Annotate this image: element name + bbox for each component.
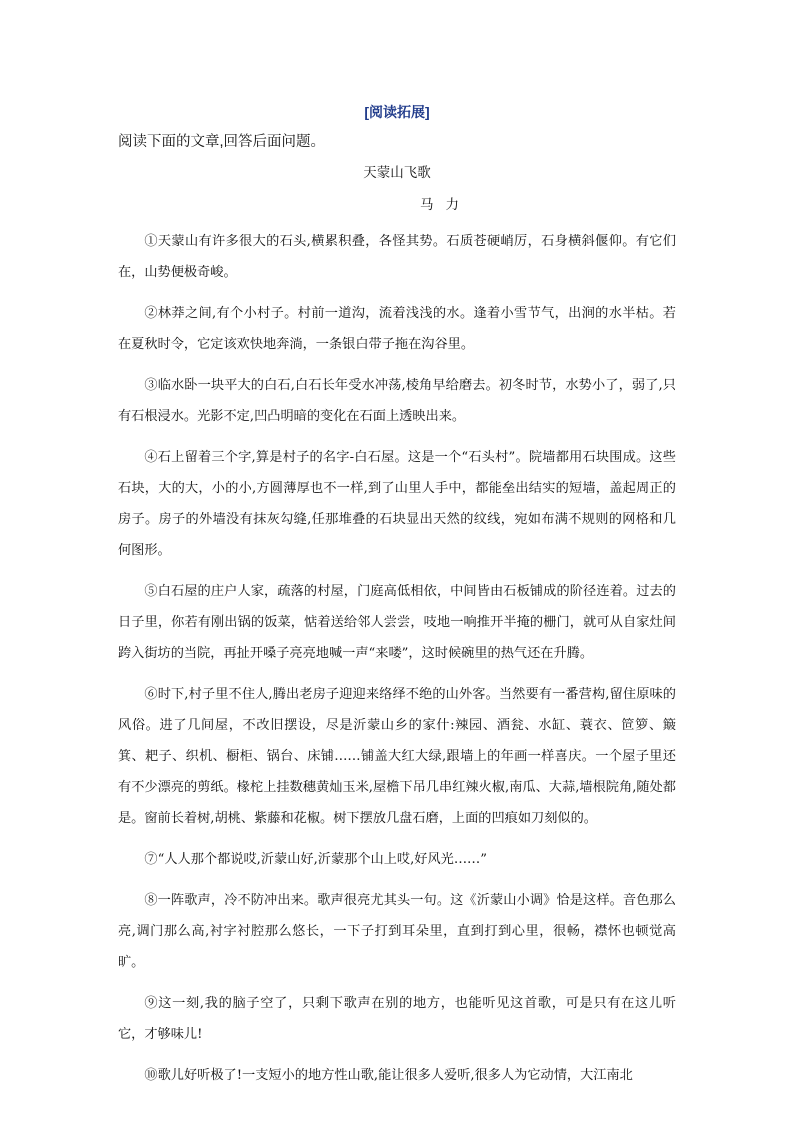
article-body [118,226,676,1101]
section-title: [阅读拓展] [364,104,430,120]
paragraph-8: ⑧一阵歌声，冷不防冲出来。歌声很亮尤其头一句。这《沂蒙山小调》恰是这样。音色那么亮,调门那么高,衬字衬腔那么悠长，一下子打到耳朵里，直到打到心里，很畅，襟怀也顿觉高旷。 [118,893,676,970]
article-title: 天蒙山飞歌 [363,165,431,181]
paragraph-10: ⑩歌儿好听极了!一支短小的地方性山歌,能让很多人爱听,很多人为它动情，大江南北 [144,1068,633,1083]
paragraph-5: ⑤白石屋的庄户人家，疏落的村屋，门庭高低相依，中间皆由石板铺成的阶径连着。过去的日子里，你若有刚出锅的饭菜，惦着送给邻人尝尝，吱地一响推开半掩的栅门，就可从自家灶间跨入街坊的当院，再扯开嗓子亮亮地喊一声“来喽”，这时候碗里的热气还在升腾。 [118,584,676,661]
instruction-text: 阅读下面的文章,回答后面问题。 [118,134,326,150]
paragraph-6: ⑥时下,村子里不住人,腾出老房子迎迎来络绎不绝的山外客。当然要有一番营构,留住原味的风俗。进了几间屋，不改旧摆设，尽是沂蒙山乡的家什:辣园、酒瓮、水缸、蓑衣、笸箩、簸箕、耙子、织机、橱柜、锅台、床铺……铺盖大红大绿,跟墙上的年画一样喜庆。一个屋子里还有不少漂亮的剪纸。椽柁上挂数穗黄灿玉米,屋檐下吊几串红辣火椒,南瓜、大蒜,墙根院角,随处都是。窗前长着树,胡桃、紫藤和花椒。树下摆放几盘石磨，上面的凹痕如刀刻似的。 [118,687,676,826]
paragraph-7: ⑦“人人那个都说哎,沂蒙山好,沂蒙那个山上哎,好风光……” [144,852,487,867]
article-author: 马力 [420,197,471,213]
paragraph-2: ②林莽之间,有个小村子。村前一道沟，流着浅浅的水。逢着小雪节气，出涧的水半枯。若在夏秋时令，它定该欢快地奔淌，一条银白带子拖在沟谷里。 [118,306,676,352]
paragraph-1: ①天蒙山有许多很大的石头,横累积叠，各怪其势。石质苍硬峭厉，石身横斜偃仰。有它们在，山势便极奇峻。 [118,234,676,280]
paragraph-9: ⑨这一刻,我的脑子空了，只剩下歌声在别的地方，也能听见这首歌，可是只有在这儿听它，才够味儿! [118,996,676,1042]
paragraph-3: ③临水卧一块平大的白石,白石长年受水冲荡,棱角早给磨去。初冬时节，水势小了，弱了,只有石根浸水。光影不定,凹凸明暗的变化在石面上透映出来。 [118,378,676,424]
paragraph-4: ④石上留着三个字,算是村子的名字-白石屋。这是一个“石头村”。院墙都用石块围成。这些石块，大的大，小的小,方圆薄厚也不一样,到了山里人手中，都能垒出结实的短墙，盖起周正的房子。房子的外墙没有抹灰勾缝,任那堆叠的石块显出天然的纹线，宛如布满不规则的网格和几何图形。 [118,450,676,558]
